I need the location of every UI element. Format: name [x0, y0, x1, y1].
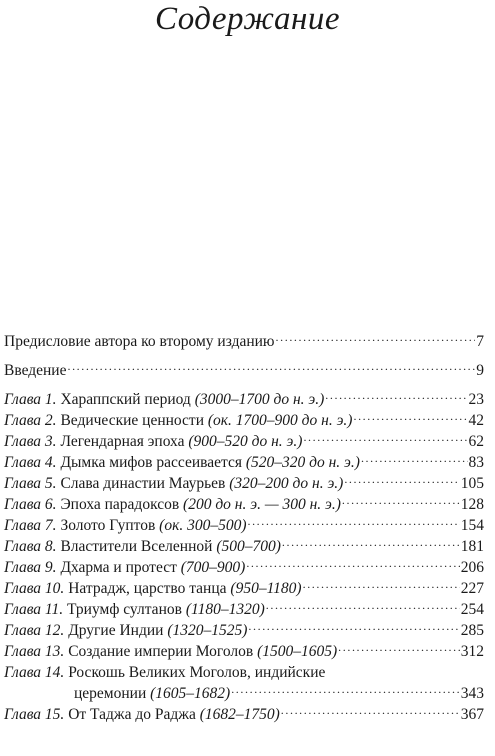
- dot-leader: [266, 600, 460, 614]
- toc-entry-chapter-5[interactable]: [4, 473, 484, 494]
- toc-entry-page: 206: [460, 559, 484, 576]
- toc-entry-title: Хараппский период: [60, 391, 191, 408]
- toc-entry-title: Триумф султанов: [67, 601, 182, 618]
- toc-entry-title: Введение: [4, 362, 67, 379]
- dot-leader: [281, 705, 460, 719]
- toc-entry-title-continued: церемонии: [74, 685, 147, 702]
- toc-entry-dates: (3000–1700 до н. э.): [194, 391, 325, 408]
- toc-entry-chapter-9[interactable]: [4, 557, 484, 578]
- chapter-prefix: Глава 11.: [4, 601, 64, 618]
- toc-entry-title: Слава династии Маурьев: [60, 475, 226, 492]
- toc-entry-title: Золото Гуптов: [60, 517, 156, 534]
- toc-entry-chapter-4[interactable]: [4, 452, 484, 473]
- toc-entry-page: 154: [460, 517, 484, 534]
- toc-entry-dates: (200 до н. э. — 300 н. э.): [183, 496, 341, 513]
- dot-leader: [338, 642, 460, 656]
- toc-entry-page: 42: [468, 412, 484, 429]
- toc-entry-page: 227: [460, 580, 484, 597]
- dot-leader: [342, 495, 460, 509]
- toc-entry-dates: (ок. 300–500): [159, 517, 247, 534]
- toc-entry-page: 62: [468, 433, 484, 450]
- toc-entry-title: Натрадж, царство танца: [68, 580, 227, 597]
- toc-entry-page: 312: [460, 643, 484, 660]
- page-title: Содержание: [154, 1, 340, 37]
- dot-leader: [353, 411, 467, 425]
- table-of-contents: [4, 331, 484, 725]
- toc-entry-page: 128: [460, 496, 484, 513]
- toc-entry-dates: (950–1180): [230, 580, 302, 597]
- chapter-prefix: Глава 6.: [4, 496, 57, 513]
- toc-entry-chapter-2[interactable]: [4, 410, 484, 431]
- toc-entry-page: 83: [468, 454, 484, 471]
- chapter-prefix: Глава 8.: [4, 538, 57, 555]
- chapter-prefix: Глава 10.: [4, 580, 65, 597]
- toc-entry-dates: (1180–1320): [185, 601, 265, 618]
- toc-entry-title: Другие Индии: [68, 622, 164, 639]
- toc-entry-chapter-10[interactable]: [4, 578, 484, 599]
- toc-entry-title: Ведические ценности: [60, 412, 205, 429]
- toc-entry-page: 343: [460, 685, 484, 702]
- chapter-prefix: Глава 13.: [4, 643, 65, 660]
- toc-entry-dates: (900–520 до н. э.): [188, 433, 303, 450]
- toc-entry-title: От Таджа до Раджа: [68, 706, 196, 723]
- toc-entry-chapter-6[interactable]: [4, 494, 484, 515]
- toc-entry-dates: (320–200 до н. э.): [229, 475, 344, 492]
- dot-leader: [276, 332, 476, 346]
- toc-entry-page: 23: [468, 391, 484, 408]
- toc-entry-chapter-13[interactable]: [4, 641, 484, 662]
- chapter-prefix: Глава 5.: [4, 475, 57, 492]
- toc-entry-title: Властители Вселенной: [60, 538, 213, 555]
- dot-leader: [248, 621, 459, 635]
- toc-entry-dates: (500–700): [216, 538, 281, 555]
- chapter-prefix: Глава 12.: [4, 622, 65, 639]
- toc-entry-title: Легендарная эпоха: [60, 433, 185, 450]
- toc-entry-page: 181: [460, 538, 484, 555]
- toc-entry-dates: (ок. 1700–900 до н. э.): [207, 412, 353, 429]
- chapter-prefix: Глава 7.: [4, 517, 57, 534]
- toc-entry-title: Предисловие автора ко второму изданию: [4, 333, 275, 350]
- chapter-prefix: Глава 3.: [4, 433, 57, 450]
- toc-entry-chapter-1[interactable]: [4, 389, 484, 410]
- toc-entry-chapter-8[interactable]: [4, 536, 484, 557]
- toc-entry-page: 254: [460, 601, 484, 618]
- dot-leader: [231, 684, 460, 698]
- toc-entry-chapter-14[interactable]: [4, 662, 484, 704]
- toc-entry-title: Дхарма и протест: [60, 559, 177, 576]
- toc-entry-page: 7: [476, 333, 484, 350]
- dot-leader: [344, 474, 459, 488]
- chapter-prefix: Глава 9.: [4, 559, 57, 576]
- dot-leader: [247, 516, 459, 530]
- toc-entry-chapter-3[interactable]: [4, 431, 484, 452]
- toc-entry-dates: (1500–1605): [257, 643, 338, 660]
- toc-entry-title: Роскошь Великих Моголов, индийские: [68, 664, 326, 681]
- toc-entry-page: 285: [460, 622, 484, 639]
- dot-leader: [325, 390, 467, 404]
- chapter-prefix: Глава 1.: [4, 391, 57, 408]
- toc-entry-preface[interactable]: [4, 331, 484, 352]
- dot-leader: [303, 432, 467, 446]
- toc-entry-chapter-15[interactable]: [4, 704, 484, 725]
- dot-leader: [246, 558, 459, 572]
- toc-entry-dates: (1605–1682): [150, 685, 231, 702]
- chapter-prefix: Глава 14.: [4, 664, 65, 681]
- toc-entry-dates: (520–320 до н. э.): [245, 454, 360, 471]
- toc-entry-chapter-7[interactable]: [4, 515, 484, 536]
- toc-entry-title: Эпоха парадоксов: [60, 496, 180, 513]
- chapter-prefix: Глава 15.: [4, 706, 65, 723]
- dot-leader: [303, 579, 460, 593]
- toc-entry-page: 367: [460, 706, 484, 723]
- toc-entry-title: Дымка мифов рассеивается: [60, 454, 242, 471]
- toc-entry-dates: (1320–1525): [167, 622, 248, 639]
- toc-entry-dates: (700–900): [180, 559, 246, 576]
- dot-leader: [67, 361, 475, 375]
- toc-entry-page: 9: [476, 362, 484, 379]
- toc-entry-chapter-12[interactable]: [4, 620, 484, 641]
- dot-leader: [361, 453, 468, 467]
- dot-leader: [282, 537, 460, 551]
- toc-entry-chapter-11[interactable]: [4, 599, 484, 620]
- chapter-prefix: Глава 4.: [4, 454, 57, 471]
- toc-entry-title: Создание империи Моголов: [68, 643, 254, 660]
- chapter-prefix: Глава 2.: [4, 412, 57, 429]
- toc-entry-dates: (1682–1750): [199, 706, 280, 723]
- toc-entry-introduction[interactable]: [4, 360, 484, 381]
- toc-entry-page: 105: [460, 475, 484, 492]
